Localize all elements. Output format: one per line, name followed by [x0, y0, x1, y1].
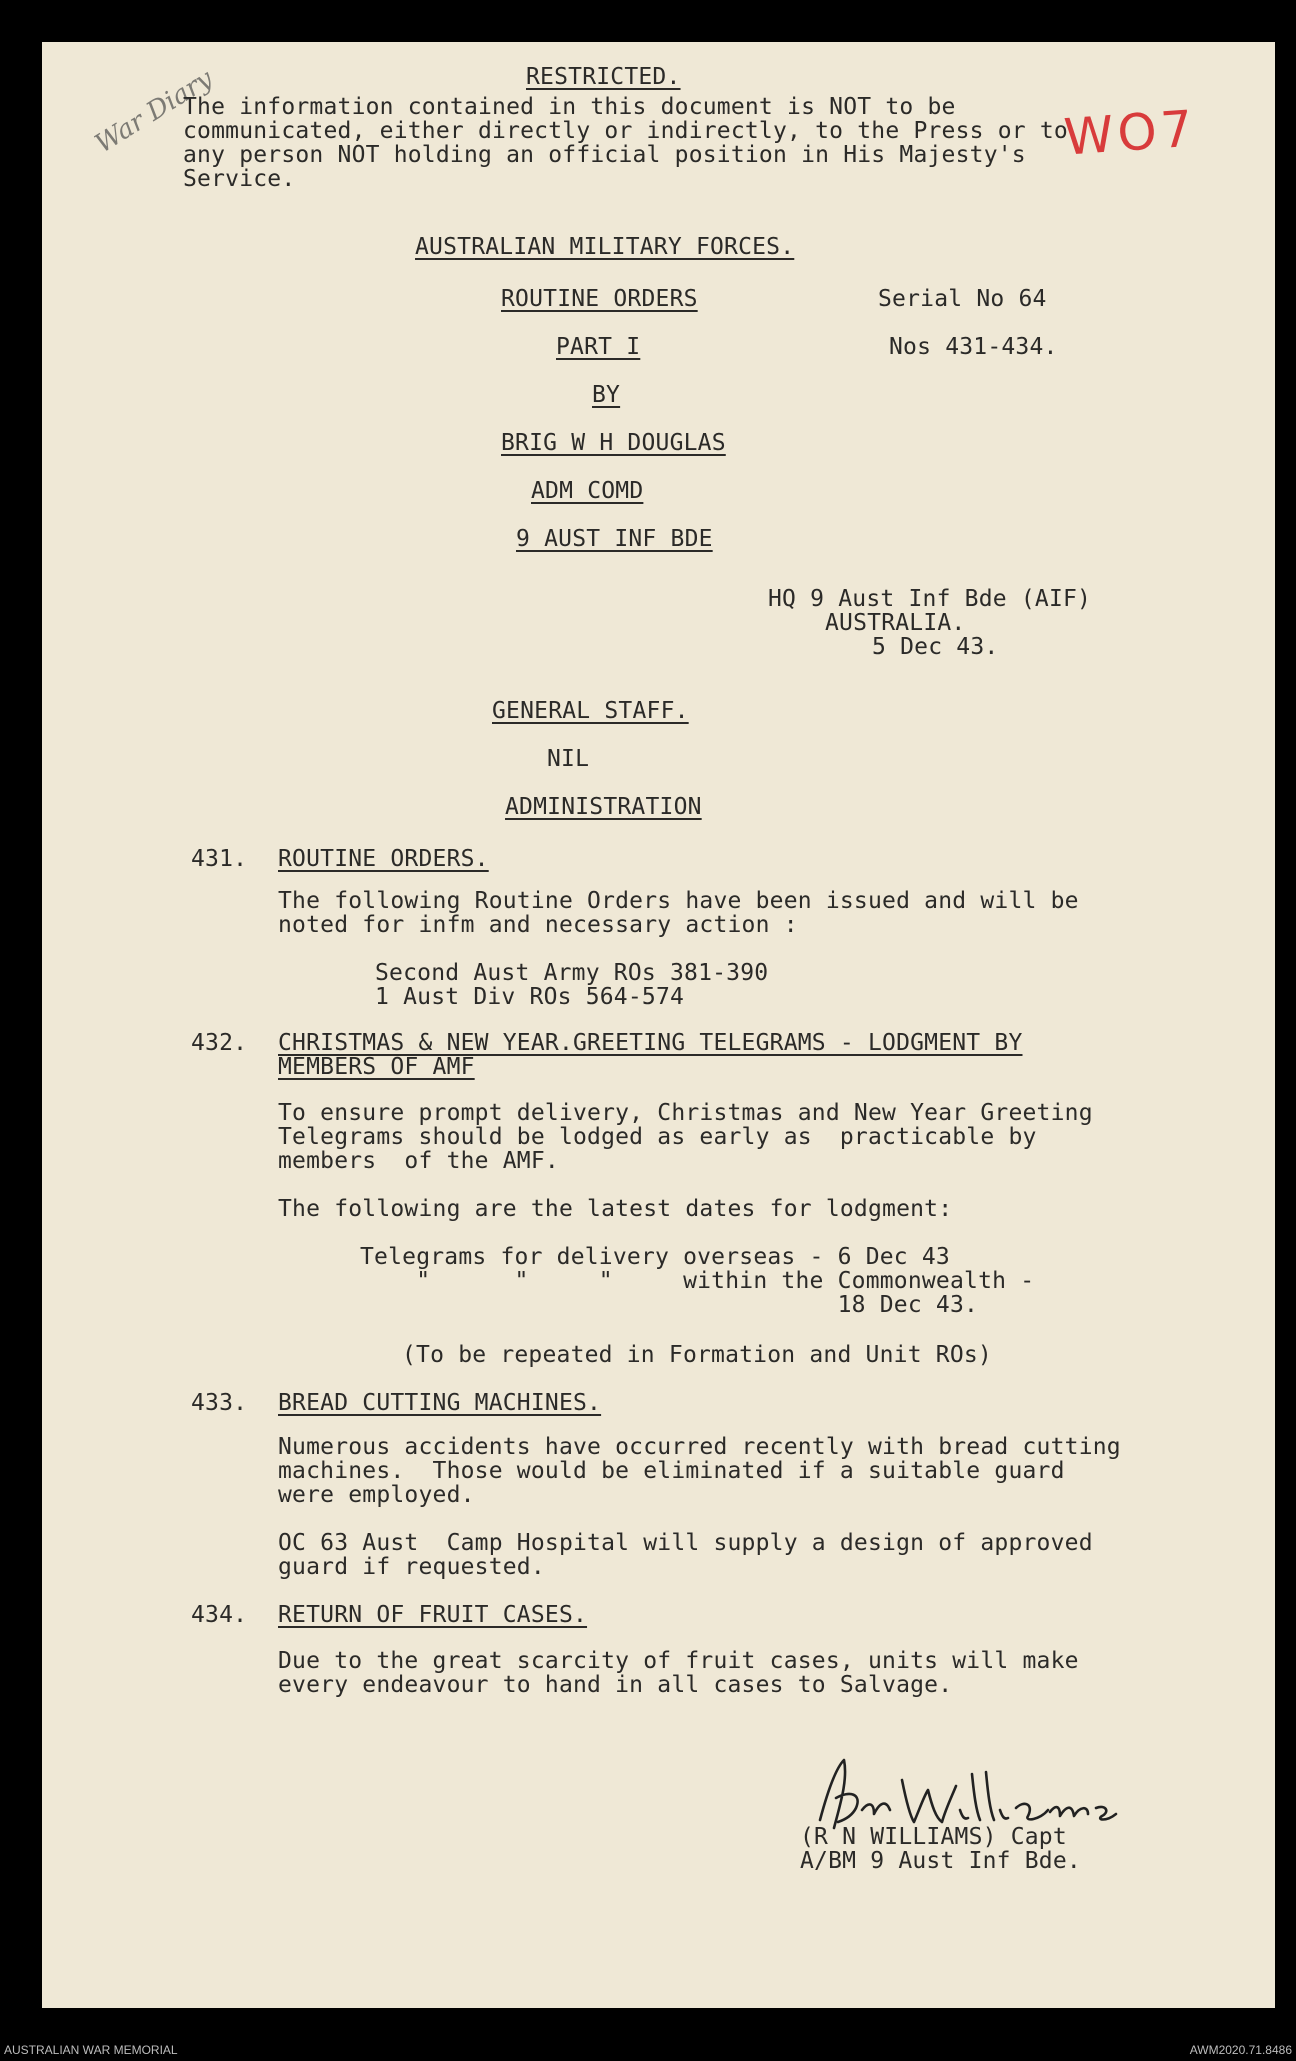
- order-433-body-4: OC 63 Aust Camp Hospital will supply a design of approved: [278, 1530, 1093, 1556]
- archive-reference: AWM2020.71.8486: [1189, 2043, 1292, 2057]
- order-432-date-2: " " " within the Commonwealth -: [360, 1268, 1035, 1294]
- order-431-body-1: The following Routine Orders have been issued and will be: [278, 888, 1079, 914]
- notice-line-3: any person NOT holding an official position in His Majesty's: [183, 142, 1026, 168]
- signatory-title: A/BM 9 Aust Inf Bde.: [800, 1848, 1081, 1874]
- order-433-body-3: were employed.: [278, 1482, 475, 1508]
- document-title: ROUTINE ORDERS: [501, 286, 698, 312]
- red-handwritten-code: WO7: [1062, 99, 1199, 167]
- order-432-heading-1: CHRISTMAS & NEW YEAR.GREETING TELEGRAMS - LODGMENT BY: [278, 1030, 1023, 1056]
- notice-line-1: The information contained in this document is NOT to be: [183, 94, 956, 120]
- order-433-body-2: machines. Those would be eliminated if a suitable guard: [278, 1458, 1065, 1484]
- order-432-date-1: Telegrams for delivery overseas - 6 Dec 43: [360, 1244, 950, 1270]
- order-433-body-1: Numerous accidents have occurred recently with bread cutting: [278, 1434, 1121, 1460]
- routine-orders-document: [42, 42, 1275, 2008]
- order-434-body-2: every endeavour to hand in all cases to Salvage.: [278, 1672, 953, 1698]
- order-432-body-2: Telegrams should be lodged as early as practicable by: [278, 1124, 1037, 1150]
- order-431-number: 431.: [191, 846, 248, 872]
- force-title: AUSTRALIAN MILITARY FORCES.: [415, 234, 795, 260]
- order-434-heading: RETURN OF FRUIT CASES.: [278, 1602, 588, 1628]
- order-432-heading-2: MEMBERS OF AMF: [278, 1054, 475, 1080]
- signatory-name: (R N WILLIAMS) Capt: [800, 1824, 1067, 1850]
- serial-number: Serial No 64: [878, 286, 1047, 312]
- part-label: PART I: [556, 334, 641, 360]
- issuer-role: ADM COMD: [531, 478, 644, 504]
- order-432-number: 432.: [191, 1030, 248, 1056]
- notice-line-2: communicated, either directly or indirectly, to the Press or to: [183, 118, 1068, 144]
- by-label: BY: [592, 382, 621, 408]
- pencil-annotation: War Diary: [90, 63, 219, 160]
- issuer-name: BRIG W H DOUGLAS: [501, 430, 726, 456]
- classification-marking: RESTRICTED.: [526, 64, 681, 90]
- order-431-body-2: noted for infm and necessary action :: [278, 912, 798, 938]
- order-434-number: 434.: [191, 1602, 248, 1628]
- order-433-body-5: guard if requested.: [278, 1554, 545, 1580]
- order-432-body-1: To ensure prompt delivery, Christmas and New Year Greeting: [278, 1100, 1093, 1126]
- order-433-number: 433.: [191, 1390, 248, 1416]
- order-434-body-1: Due to the great scarcity of fruit cases, units will make: [278, 1648, 1079, 1674]
- location-line-1: HQ 9 Aust Inf Bde (AIF): [768, 586, 1092, 612]
- general-staff-body: NIL: [547, 746, 590, 772]
- section-administration: ADMINISTRATION: [505, 794, 702, 820]
- order-431-heading: ROUTINE ORDERS.: [278, 846, 489, 872]
- order-432-body-3: members of the AMF.: [278, 1148, 559, 1174]
- section-general-staff: GENERAL STAFF.: [492, 698, 689, 724]
- order-432-date-3: 18 Dec 43.: [360, 1292, 979, 1318]
- location-line-2: AUSTRALIA.: [825, 610, 966, 636]
- order-date: 5 Dec 43.: [872, 634, 999, 660]
- document-sheet: [42, 42, 1275, 2008]
- notice-line-4: Service.: [183, 166, 296, 192]
- order-433-heading: BREAD CUTTING MACHINES.: [278, 1390, 602, 1416]
- order-432-note: (To be repeated in Formation and Unit ROs): [402, 1342, 992, 1368]
- issuer-unit: 9 AUST INF BDE: [516, 526, 713, 552]
- archive-credit: AUSTRALIAN WAR MEMORIAL: [4, 2043, 178, 2057]
- order-numbers: Nos 431-434.: [889, 334, 1058, 360]
- order-431-list-2: 1 Aust Div ROs 564-574: [375, 984, 685, 1010]
- order-431-list-1: Second Aust Army ROs 381-390: [375, 960, 769, 986]
- order-432-dates-intro: The following are the latest dates for lodgment:: [278, 1196, 953, 1222]
